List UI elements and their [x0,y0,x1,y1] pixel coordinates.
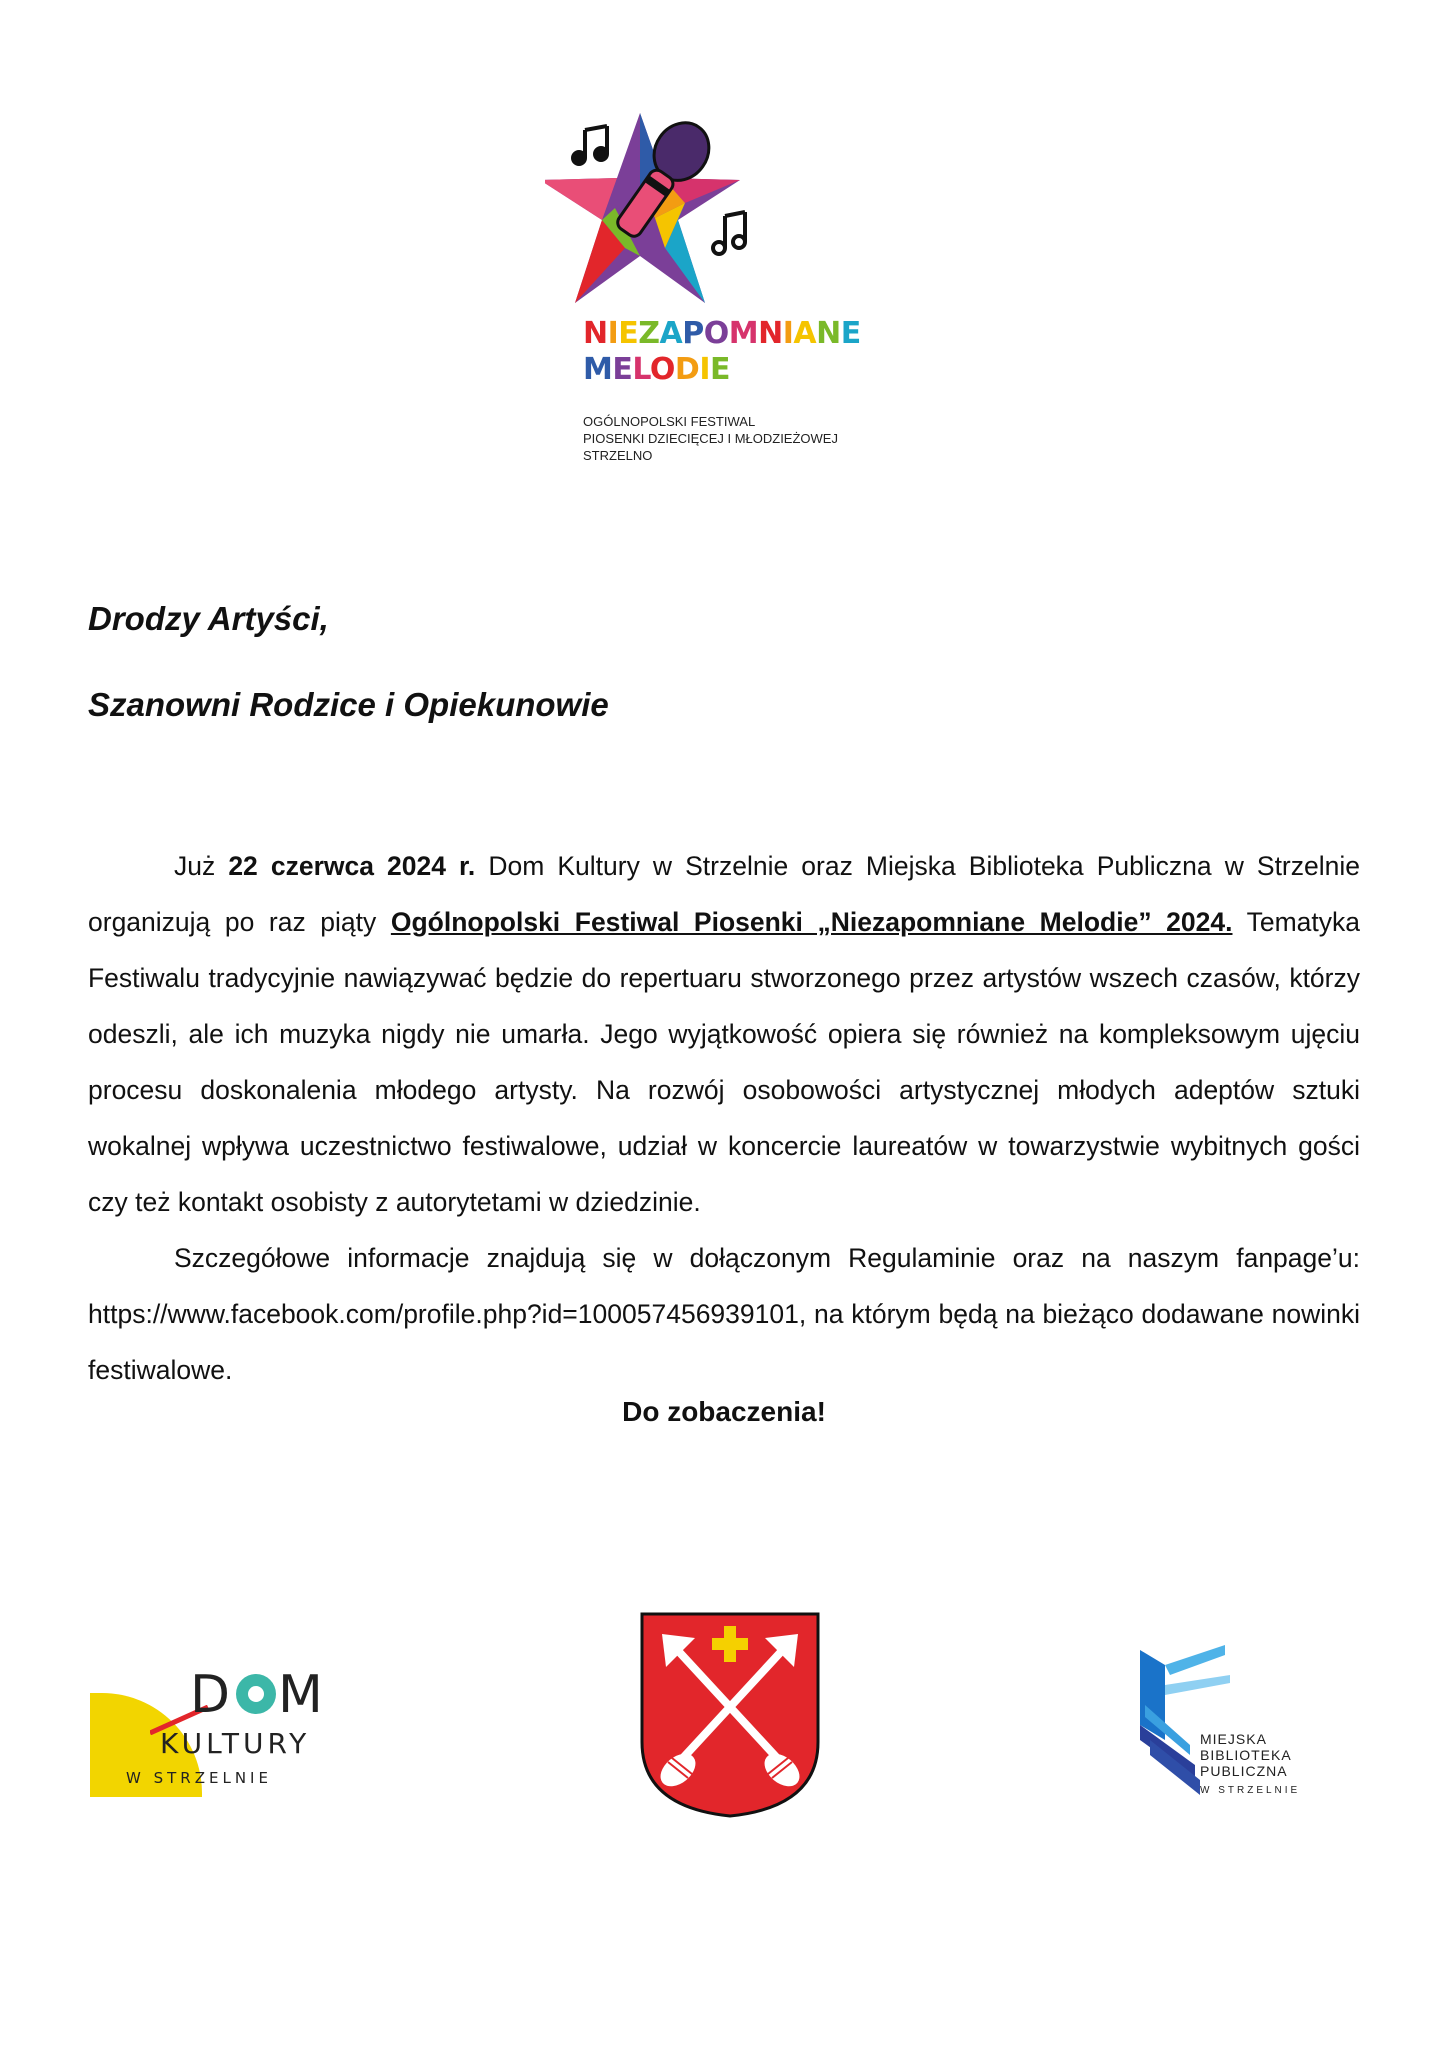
festival-title-letter: A [793,316,817,351]
coat-of-arms-icon [640,1612,820,1818]
greeting-line1: Drodzy Artyści, [88,600,329,637]
dom-letter-m: M [278,1665,327,1725]
festival-name-line2 [583,352,861,388]
festival-title-letter: I [699,352,710,387]
letter-body [88,838,1360,1398]
festival-title-letter: L [632,352,650,387]
p1-rest: Tematyka Festiwalu tradycyjnie nawiązywać będzie do repertuaru stworzonego przez artystów wszech czasów, którzy odeszli, ale ich muzyka nigdy nie umarła. Jego wyjątkowość opiera się również na kompleksowym ujęciu procesu doskonalenia młodego artysty. Na rozwój osobowości artystycznej młodych adeptów sztuki wokalnej wpływa uczestnictwo festiwalowe, udział w koncercie laureatów w towarzystwie wybitnych gości czy też kontakt osobisty z autorytetami w dziedzinie. [88,907,1360,1217]
library-line4: W STRZELNIE [1200,1785,1301,1796]
library-line3: PUBLICZNA [1200,1763,1288,1779]
festival-title-letter: M [728,316,759,351]
p1-intro: Już [174,851,229,881]
festival-title-letter: D [674,352,700,387]
dom-word [190,1665,327,1725]
festival-subtitle-line2: PIOSENKI DZIECIĘCEJ I MŁODZIEŻOWEJ [583,431,838,446]
library-name [1200,1731,1300,1799]
festival-title-letter: Z [638,316,660,351]
dom-letter-d: D [190,1665,235,1725]
greeting-line2: Szanowni Rodzice i Opiekunowie [88,686,609,723]
festival-title-letter: I [607,316,619,351]
festival-name-line1 [583,316,861,352]
star-microphone-icon [545,108,775,308]
festival-title-letter: M [583,352,613,387]
festival-name [583,316,861,388]
library-logo [1135,1645,1315,1805]
festival-title-letter: N [583,316,608,351]
festival-title-letter: O [649,352,675,387]
paragraph-1 [88,838,1360,1230]
festival-title-letter: E [710,352,730,387]
closing-text: Do zobaczenia! [622,1396,826,1427]
dom-kultury-logo [90,1665,350,1805]
library-line2: BIBLIOTEKA [1200,1747,1292,1763]
festival-subtitle-line3: STRZELNO [583,448,653,463]
kultury-word: KULTURY [160,1727,311,1760]
festival-logo [545,108,885,478]
festival-subtitle-line1: OGÓLNOPOLSKI FESTIWAL [583,414,756,429]
w-strzelnie-word: W STRZELNIE [126,1769,272,1787]
festival-full-name: Ogólnopolski Festiwal Piosenki „Niezapomniane Melodie” 2024. [390,907,1233,937]
festival-title-letter: P [682,316,704,351]
festival-title-letter: A [659,316,683,351]
festival-title-letter: E [618,316,639,351]
festival-title-letter: O [703,316,729,351]
library-line1: MIEJSKA [1200,1731,1267,1747]
festival-title-letter: E [840,316,861,351]
dom-o-circle-icon [236,1674,276,1714]
festival-subtitle [583,413,838,464]
p1-middle: Dom Kultury w Strzelnie oraz Miejska Biblioteka Publiczna w Strzelnie organizują po raz piąty [88,851,1361,937]
paragraph-2: Szczegółowe informacje znajdują się w dołączonym Regulaminie oraz na naszym fanpage’u: https://www.facebook.com/profile.php?id=100057456939101, na którym będą na bieżąco dodawane nowinki festiwalowe. [88,1243,1360,1385]
festival-title-letter: E [612,352,633,387]
festival-title-letter: I [782,316,794,351]
festival-title-letter: N [816,316,841,351]
festival-title-letter: N [758,316,783,351]
event-date: 22 czerwca 2024 r. [228,851,476,881]
